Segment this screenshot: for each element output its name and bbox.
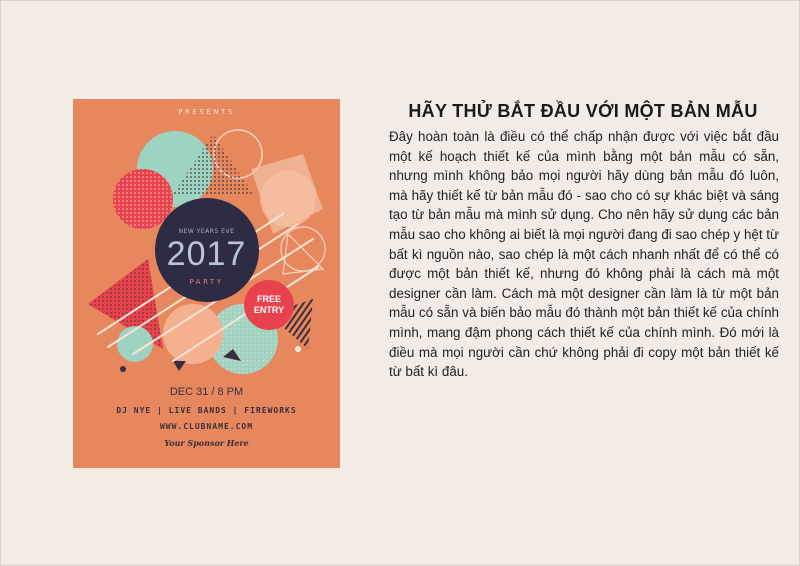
badge-line-2: ENTRY [253,305,285,315]
poster-url: WWW.CLUBNAME.COM [159,422,254,431]
article-body: Đây hoàn toàn là điều có thể chấp nhận được với việc bắt đầu một kế hoạch thiết kế của mình bằng một bản mẫu có sẵn, nhưng mình không bảo mọi người hãy dùng bản mẫu đó luôn, mà hãy thiết kế từ bản mẫu đó - sao cho có sự khác biệt và sáng tạo từ bản mẫu mà mình sử dụng. Cho nên hãy sử dụng các bản mẫu sao cho không ai biết là mọi người đang đi sao chép y hệt từ bất kì nguồn nào, sao chép là một cách nhanh nhất để có thể có được một bản thiết kế, nhưng đó không phải là cách mà một designer cần làm. Cách mà một designer cần làm là từ một bản mẫu có sẵn và biến bảo mẫu đó thành một bản thiết kế của chính mình, mang đậm phong cách thiết kế của chính mình. Đó mới là điều mà mọi người cần chứ không phải đi copy một bản thiết kế từ bất kì đâu. [389,129,779,380]
free-entry-badge [247,294,291,316]
poster-year: 2017 [166,235,247,273]
poster-party-text: PARTY [189,278,224,286]
poster-date: DEC 31 / 8 PM [169,386,244,398]
poster-sponsor: Your Sponsor Here [164,438,249,448]
badge-line-1: FREE [256,294,281,304]
event-poster-image [73,99,340,468]
poster-presents-text: PRESENTS [178,108,235,116]
poster-acts: DJ NYE | LIVE BANDS | FIREWORKS [116,406,297,415]
poster-event-name: NEW YEARS EVE [178,228,235,235]
article-title: HÃY THỬ BẮT ĐẦU VỚI MỘT BẢN MẪU [408,101,758,121]
